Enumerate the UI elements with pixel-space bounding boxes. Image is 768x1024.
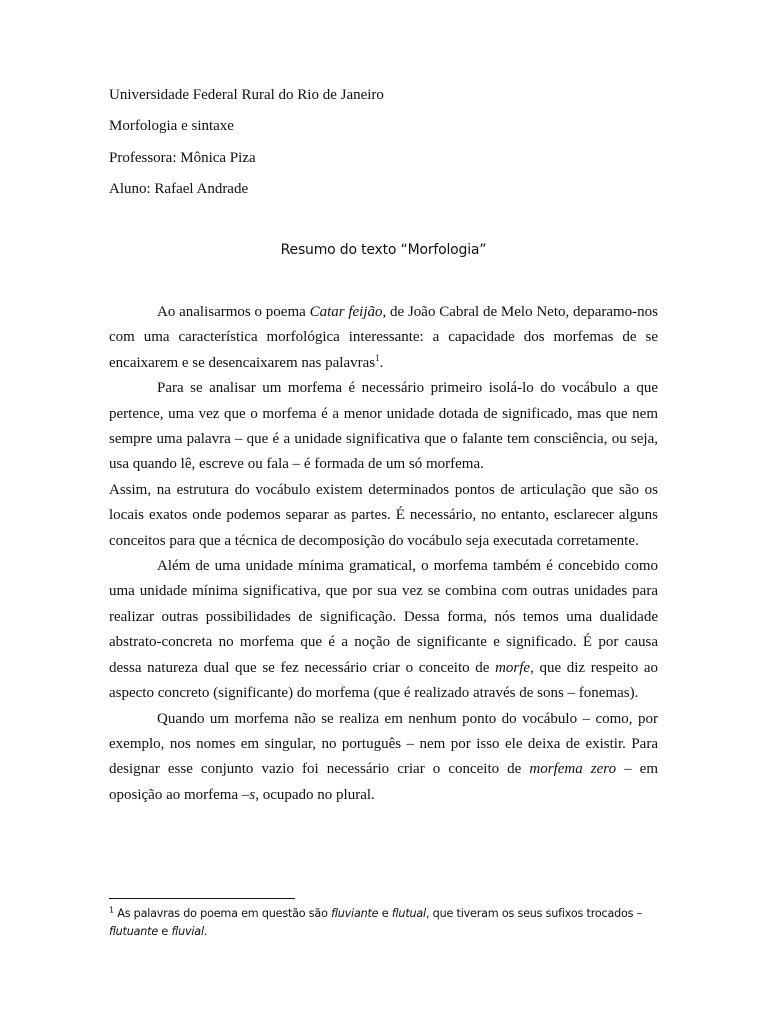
- footnote-separator: [109, 898, 295, 899]
- student-name: Aluno: Rafael Andrade: [109, 180, 249, 197]
- text-run: Ao analisarmos o poema: [157, 304, 310, 320]
- term-morfema-zero: morfema zero: [529, 761, 617, 778]
- term-flutuante: flutuante: [109, 925, 159, 938]
- text-run: Quando um morfema não se realiza em nenhum ponto do vocábulo – como, por exemplo, nos nomes em singular, no português – nem por isso ele deixa de existir. Para designar esse conjunto vazio foi necessário criar o conceito de: [109, 710, 658, 778]
- document-title: Resumo do texto “Morfologia”: [280, 242, 487, 258]
- document-header: [109, 84, 384, 209]
- paragraph-4: [109, 554, 658, 706]
- text-run: Além de uma unidade mínima gramatical, o morfema também é concebido como uma unidade mínima significativa, que por sua vez se combina com outras unidades para realizar outras possibilidades de significação. Dessa forma, nós temos uma dualidade abstrato-concreta no morfema que é a noção de significante e significado. É por causa dessa natureza dual que se fez necessário criar o conceito de: [109, 558, 658, 676]
- term-fluviante: fluviante: [331, 907, 379, 920]
- text-run: .: [379, 354, 384, 371]
- paragraph-3: Assim, na estrutura do vocábulo existem determinados pontos de articulação que são os locais exatos onde podemos separar as partes. É necessário, no entanto, esclarecer alguns conceitos para que a técnica de decomposição do vocábulo seja executada corretamente.: [109, 481, 658, 549]
- term-flutual: flutual: [391, 907, 426, 920]
- text-run: e: [158, 925, 172, 938]
- footnote-reference: 1: [375, 352, 380, 363]
- text-run: , de João Cabral de Melo Neto, deparamo-nos com uma característica morfológica interessante: a capacidade dos morfemas de se encaixarem e se desencaixarem nas palavras: [109, 304, 659, 371]
- text-run: .: [203, 925, 208, 938]
- text-run: e: [378, 907, 392, 920]
- poem-title: Catar feijão: [309, 304, 383, 320]
- document-body: [109, 300, 658, 808]
- footnote: [109, 905, 658, 941]
- term-s: s: [249, 786, 256, 803]
- text-run: – em oposição ao morfema –: [109, 761, 659, 803]
- text-run: , que tiveram os seus sufixos trocados –: [425, 907, 643, 920]
- text-run: , que diz respeito ao aspecto concreto (significante) do morfema (que é realizado através de sons – fonemas).: [109, 659, 659, 702]
- university-name: Universidade Federal Rural do Rio de Janeiro: [109, 87, 384, 103]
- paragraph-5: [109, 707, 658, 809]
- text-run: , ocupado no plural.: [255, 786, 375, 803]
- footnote-marker: 1: [109, 905, 114, 915]
- text-run: As palavras do poema em questão são: [113, 907, 332, 920]
- term-fluvial: fluvial: [171, 925, 204, 938]
- paragraph-1: [109, 300, 658, 376]
- paragraph-2: Para se analisar um morfema é necessário primeiro isolá-lo do vocábulo a que pertence, uma vez que o morfema é a menor unidade dotada de significado, mas que nem sempre uma palavra – que é a unidade significativa que o falante tem consciência, ou seja, usa quando lê, escreve ou fala – é formada de um só morfema.: [109, 380, 658, 473]
- course-name: Morfologia e sintaxe: [109, 118, 234, 135]
- term-morfe: morfe: [495, 659, 531, 676]
- professor-name: Professora: Mônica Piza: [109, 149, 256, 166]
